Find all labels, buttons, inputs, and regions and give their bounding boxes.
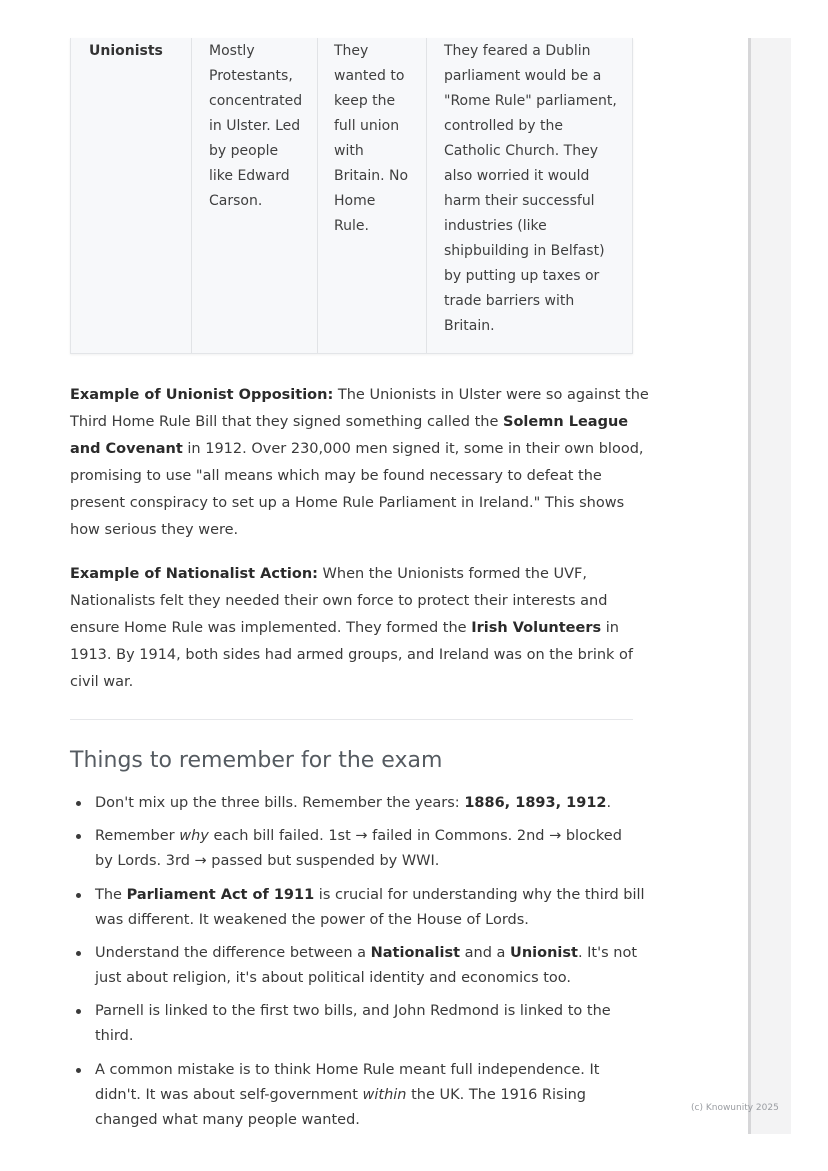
- comparison-table: [70, 38, 633, 354]
- list-item: Understand the difference between a Nationalist and a Unionist. It's not just about religion, it's about political identity and economics too.: [95, 941, 640, 991]
- list-item: Remember why each bill failed. 1st → failed in Commons. 2nd → blocked by Lords. 3rd → passed but suspended by WWI.: [95, 824, 640, 874]
- bullet-icon: [76, 1068, 81, 1073]
- list-item: Parnell is linked to the first two bills, and John Redmond is linked to the third.: [95, 999, 640, 1049]
- bullet-icon: [76, 834, 81, 839]
- section-title: Things to remember for the exam: [70, 748, 443, 773]
- list-item: The Parliament Act of 1911 is crucial for understanding why the third bill was different. It weakened the power of the House of Lords.: [95, 883, 640, 933]
- bullet-icon: [76, 951, 81, 956]
- bullet-icon: [76, 893, 81, 898]
- table-cell-want: They wanted to keep the full union with Britain. No Home Rule.: [317, 38, 426, 353]
- list-item: A common mistake is to think Home Rule meant full independence. It didn't. It was about self-government within the UK. The 1916 Rising changed what many people wanted.: [95, 1058, 640, 1133]
- section-divider: [70, 719, 633, 720]
- table-cell-group: Unionists: [89, 43, 163, 59]
- table-cell-why: They feared a Dublin parliament would be a "Rome Rule" parliament, controlled by the Catholic Church. They also worried it would harm their successful industries (like shipbuilding in Belfast) by putting up taxes or trade barriers with Britain.: [426, 38, 633, 353]
- scrollbar-track[interactable]: [748, 38, 791, 1134]
- bullet-icon: [76, 801, 81, 806]
- copyright-footer: (c) Knowunity 2025: [691, 1103, 779, 1113]
- nationalist-action-paragraph: Example of Nationalist Action: When the Unionists formed the UVF, Nationalists felt they needed their own force to protect their interests and ensure Home Rule was implemented. They formed the Irish Volunteers in 1913. By 1914, both sides had armed groups, and Ireland was on the brink of civil war.: [70, 566, 634, 690]
- table-cell-who: Mostly Protestants, concentrated in Ulster. Led by people like Edward Carson.: [191, 38, 317, 353]
- list-item: Don't mix up the three bills. Remember the years: 1886, 1893, 1912.: [95, 791, 640, 816]
- bullet-icon: [76, 1009, 81, 1014]
- unionist-opposition-paragraph: Example of Unionist Opposition: The Unionists in Ulster were so against the Third Home Rule Bill that they signed something called the Solemn League and Covenant in 1912. Over 230,000 men signed it, some in their own blood, promising to use "all means which may be found necessary to defeat the present conspiracy to set up a Home Rule Parliament in Ireland." This shows how serious they were.: [70, 387, 649, 538]
